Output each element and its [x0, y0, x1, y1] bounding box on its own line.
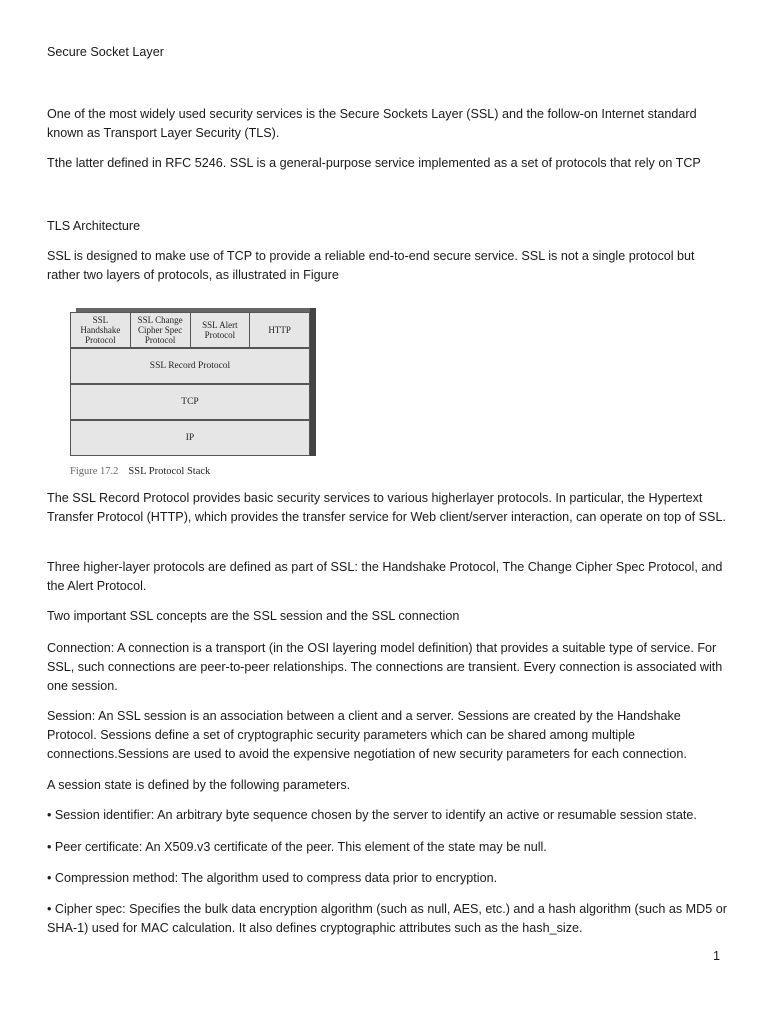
bullet-peer-certificate: • Peer certificate: An X509.v3 certificate of the peer. This element of the state may be null.: [47, 840, 547, 854]
body-paragraph-session: Session: An SSL session is an association between a client and a server. Sessions are created by the Handshake Protocol. Sessions define a set of cryptographic security parameters which can be shared among multiple connections.Sessions are used to avoid the expensive negotiation of new security parameters for each connection.: [47, 709, 687, 761]
figure-number: Figure 17.2: [70, 466, 119, 477]
body-paragraph-higher-layer: Three higher-layer protocols are defined as part of SSL: the Handshake Protocol, The Change Cipher Spec Protocol, and the Alert Protocol.: [47, 560, 723, 593]
page-number: 1: [713, 949, 721, 963]
figure-side-edge: [310, 308, 316, 456]
figure-caption-text: SSL Protocol Stack: [128, 466, 211, 477]
document-title: Secure Socket Layer: [47, 45, 164, 59]
body-paragraph-record-protocol: The SSL Record Protocol provides basic security services to various higherlayer protocols. In particular, the Hypertext Transfer Protocol (HTTP), which provides the transfer service for Web client/server interaction, can operate on top of SSL.: [47, 491, 726, 524]
body-paragraph-concepts: Two important SSL concepts are the SSL session and the SSL connection: [47, 609, 460, 623]
bullet-cipher-spec: • Cipher spec: Specifies the bulk data encryption algorithm (such as null, AES, etc.) and a hash algorithm (such as MD5 or SHA-1) used for MAC calculation. It also defines cryptographic attributes such as the hash_size.: [47, 902, 727, 935]
upper-protocol-row: [70, 312, 310, 348]
alert-protocol-cell: SSL Alert Protocol: [191, 313, 251, 347]
figure-caption: [70, 462, 210, 481]
bullet-session-identifier: • Session identifier: An arbitrary byte sequence chosen by the server to identify an active or resumable session state.: [47, 808, 697, 822]
ip-layer: IP: [70, 420, 310, 456]
http-cell: HTTP: [268, 325, 291, 335]
ssl-protocol-stack-figure: [70, 308, 330, 480]
handshake-protocol-cell: SSL Handshake Protocol: [71, 313, 131, 347]
tcp-layer: TCP: [70, 384, 310, 420]
record-protocol-layer: SSL Record Protocol: [70, 348, 310, 384]
architecture-paragraph: SSL is designed to make use of TCP to provide a reliable end-to-end secure service. SSL is not a single protocol but rather two layers of protocols, as illustrated in Figure: [47, 249, 695, 282]
section-heading: TLS Architecture: [47, 219, 141, 233]
bullet-compression-method: • Compression method: The algorithm used to compress data prior to encryption.: [47, 871, 498, 885]
change-cipher-spec-cell: SSL Change Cipher Spec Protocol: [131, 313, 191, 347]
intro-paragraph-1: One of the most widely used security services is the Secure Sockets Layer (SSL) and the follow-on Internet standard known as Transport Layer Security (TLS).: [47, 107, 697, 140]
body-paragraph-connection: Connection: A connection is a transport (in the OSI layering model definition) that provides a suitable type of service. For SSL, such connections are peer-to-peer relationships. The connections are transient. Every connection is associated with one session.: [47, 641, 723, 693]
body-paragraph-session-state: A session state is defined by the following parameters.: [47, 778, 351, 792]
intro-paragraph-2: Tthe latter defined in RFC 5246. SSL is a general-purpose service implemented as a set of protocols that rely on TCP: [47, 156, 701, 170]
